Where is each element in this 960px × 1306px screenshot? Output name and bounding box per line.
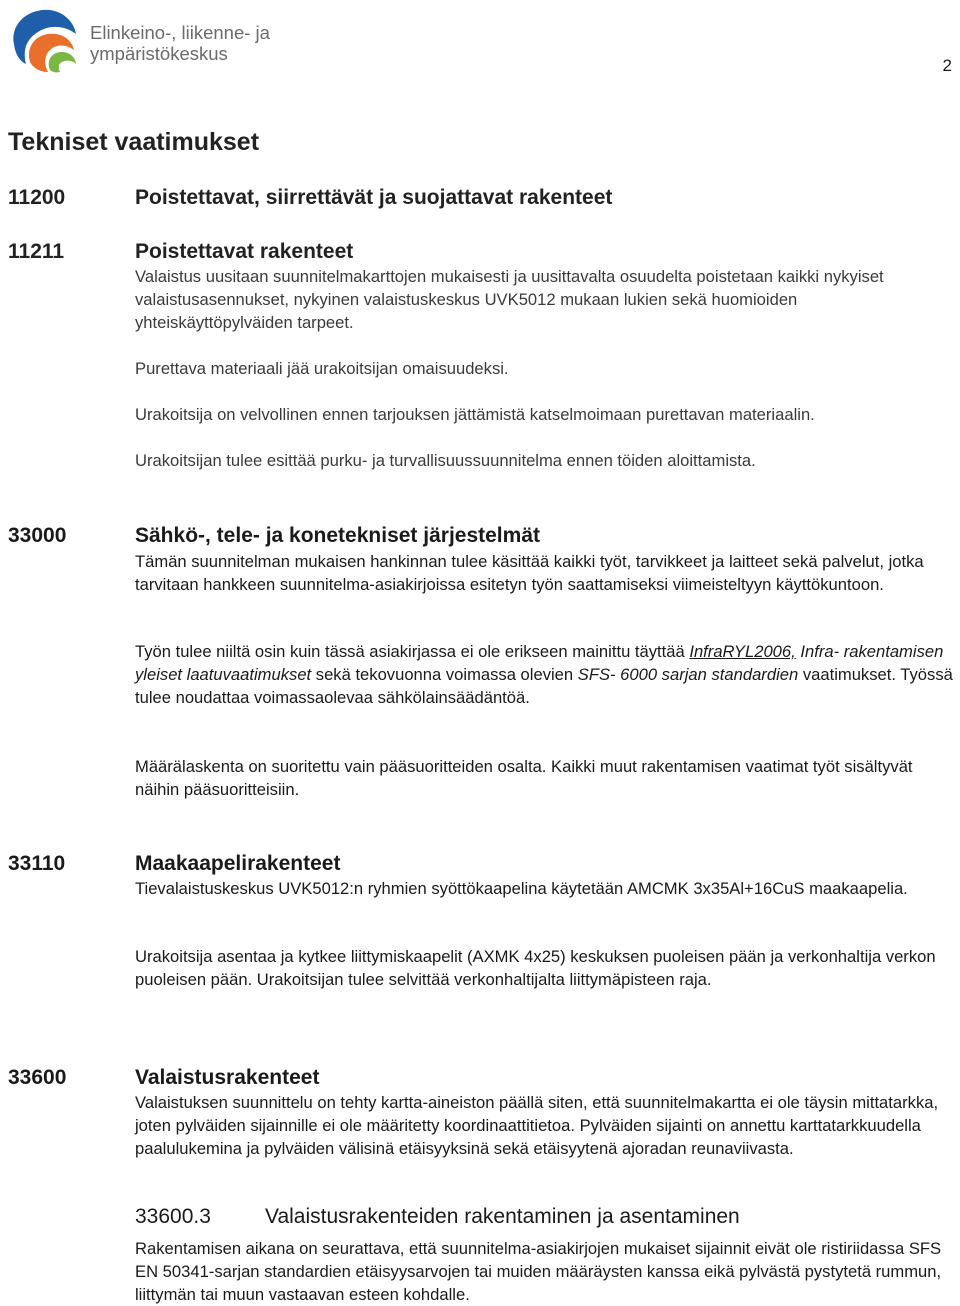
section-number: 33600 [8,1066,67,1089]
paragraph [135,640,955,709]
paragraph-text: Rakentamisen aikana on seurattava, että suunnitelma-asiakirjojen mukaiset sijainnit eivät ole ristiriidassa SFS EN 50341-sarjan standardien etäisyysarvojen tai muiden määräysten kanssa eikä pylvästä pystytetä rummun, liittymän tai muun vastaavan esteen kohdalle. [135,1239,942,1304]
section-heading: Maakaapelirakenteet [135,852,341,875]
section-number: 33000 [8,524,67,547]
page-number: 2 [942,56,952,75]
logo-text-line2: ympäristökeskus [90,43,228,64]
paragraph-text: Valaistus uusitaan suunnitelmakarttojen mukaisesti ja uusittavalta osuudelta poistetaan kaikki nykyiset valaistusasennukset, nykyinen valaistuskeskus UVK5012 mukaan lukien sekä huomioiden yhteiskäyttöpylväiden tarpeet. [135,267,884,332]
paragraph-text: Tievalaistuskeskus UVK5012:n ryhmien syöttökaapelina käytetään AMCMK 3x35Al+16CuS maakaapelia. [135,879,908,898]
paragraph [135,755,955,801]
subsection-number: 33600.3 [135,1205,211,1228]
section-heading: Poistettavat rakenteet [135,240,354,263]
section-number: 11200 [8,186,66,209]
paragraph-text: Urakoitsija asentaa ja kytkee liittymiskaapelit (AXMK 4x25) keskuksen puoleisen pään ja verkonhaltija verkon puoleisen pään. Urakoitsijan tulee selvittää verkonhaltijalta liittymäpisteen raja. [135,947,936,989]
paragraph [135,449,955,472]
section-heading: Valaistusrakenteet [135,1066,320,1089]
paragraph [135,877,955,900]
section-heading: Poistettavat, siirrettävät ja suojattavat rakenteet [135,186,613,209]
paragraph [135,357,955,380]
paragraph-text: Tämän suunnitelman mukaisen hankinnan tulee käsittää kaikki työt, tarvikkeet ja laitteet sekä palvelut, jotka tarvitaan hankkeen suunnitelma-asiakirjoissa esitetyn työn saattamiseksi viimeisteltyyn käyttökuntoon. [135,552,924,594]
italic-text: Infra- rakentamisen yleiset laatuvaatimukset [135,642,944,684]
subsection-heading: Valaistusrakenteiden rakentaminen ja asentaminen [265,1205,740,1228]
ely-logo [6,4,296,76]
paragraph-text: Urakoitsijan tulee esittää purku- ja turvallisuussuunnitelma ennen töiden aloittamista. [135,451,756,470]
paragraph [135,945,955,991]
paragraph [135,403,955,426]
italic-underlined-text: InfraRYL2006, [689,642,796,661]
text-run: sekä tekovuonna voimassa olevien [311,665,578,684]
text-run: vaatimukset. Työssä tulee noudattaa voimassaolevaa sähkölainsäädäntöä. [135,665,953,707]
paragraph-text: Purettava materiaali jää urakoitsijan omaisuudeksi. [135,359,509,378]
paragraph-text: Valaistuksen suunnittelu on tehty kartta-aineiston päällä siten, että suunnitelmakartta ei ole täysin mittatarkka, joten pylväiden sijainnille ei ole määritetty koordinaattitietoa. Pylväiden sijainti on annettu karttatarkkuudella paalulukemina ja pylväiden välisinä etäisyyksinä sekä etäisyytenä ajoradan reunaviivasta. [135,1093,939,1158]
paragraph [135,1237,955,1306]
section-number: 33110 [8,852,66,875]
subsection-33600-3 [135,1205,740,1229]
text-run: Työn tulee niiltä osin kuin tässä asiakirjassa ei ole erikseen mainittu täyttää [135,642,690,661]
paragraph-text [135,640,955,709]
section-heading: Sähkö-, tele- ja konetekniset järjestelmät [135,524,540,547]
italic-text: SFS- 6000 sarjan standardien [577,665,799,684]
paragraph [135,550,955,596]
page-title: Tekniset vaatimukset [8,128,260,156]
ely-logo-icon [6,4,82,76]
section-number: 11211 [8,240,65,263]
paragraph-text: Määrälaskenta on suoritettu vain pääsuoritteiden osalta. Kaikki muut rakentamisen vaatimat työt sisältyvät näihin pääsuoritteisiin. [135,757,913,799]
logo-text-line1: Elinkeino-, liikenne- ja [90,22,270,43]
paragraph-text: Urakoitsija on velvollinen ennen tarjouksen jättämistä katselmoimaan purettavan materiaalin. [135,405,815,424]
paragraph [135,1091,955,1160]
paragraph [135,265,955,334]
